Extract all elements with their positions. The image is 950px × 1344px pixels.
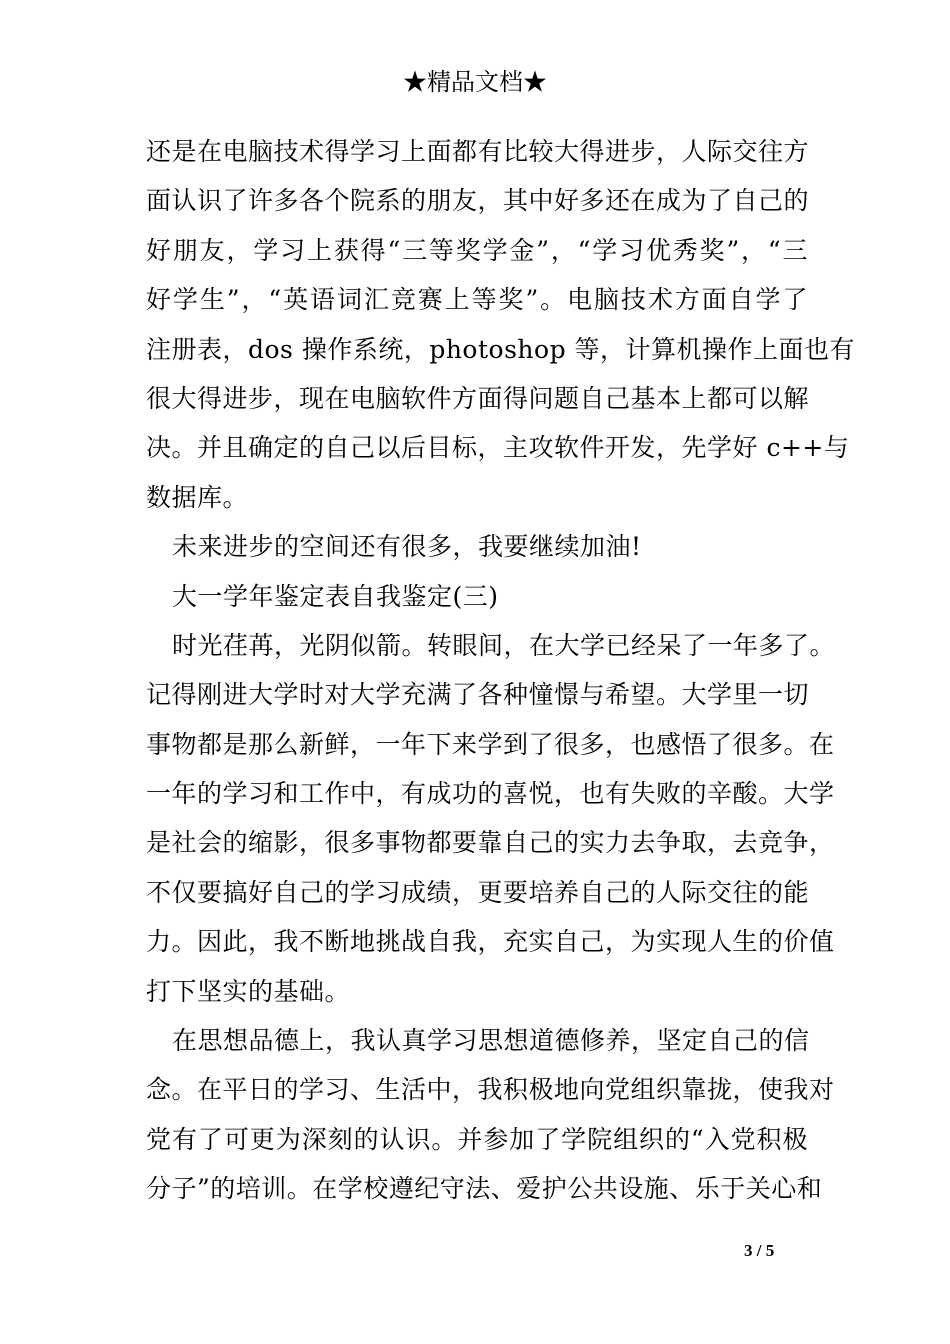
text-line: 记得刚进大学时对大学充满了各种憧憬与希望。大学里一切 [146, 680, 810, 710]
text-line: 面认识了许多各个院系的朋友，其中好多还在成为了自己的 [146, 186, 810, 216]
text-line: 注册表，dos 操作系统，photoshop 等，计算机操作上面也有 [146, 334, 856, 364]
text-line: 党有了可更为深刻的认识。并参加了学院组织的“入党积极 [146, 1124, 808, 1154]
document-body [146, 127, 856, 1214]
text-line: 很大得进步，现在电脑软件方面得问题自己基本上都可以解 [146, 383, 810, 413]
section-heading: 大一学年鉴定表自我鉴定(三) [172, 581, 499, 611]
text-line: 决。并且确定的自己以后目标，主攻软件开发，先学好 c++与 [146, 433, 850, 463]
text-line: 不仅要搞好自己的学习成绩，更要培养自己的人际交往的能 [146, 877, 810, 907]
page-header-title: ★精品文档★ [403, 68, 547, 96]
text-line: 时光荏苒，光阴似箭。转眼间，在大学已经呆了一年多了。 [172, 630, 836, 660]
text-line: 念。在平日的学习、生活中，我积极地向党组织靠拢，使我对 [146, 1075, 835, 1105]
text-line: 还是在电脑技术得学习上面都有比较大得进步，人际交往方 [146, 137, 810, 166]
page-number: 3 / 5 [744, 1241, 775, 1260]
text-line: 数据库。 [146, 482, 249, 512]
text-line: 分子”的培训。在学校遵纪守法、爱护公共设施、乐于关心和 [146, 1174, 823, 1204]
text-line: 事物都是那么新鲜，一年下来学到了很多，也感悟了很多。在 [146, 729, 835, 759]
text-line: 力。因此，我不断地挑战自我，充实自己，为实现人生的价值 [146, 927, 835, 957]
text-line: 一年的学习和工作中，有成功的喜悦，也有失败的辛酸。大学 [146, 779, 835, 809]
text-line: 好朋友，学习上获得“三等奖学金”，“学习优秀奖”，“三 [146, 235, 808, 265]
text-line: 打下坚实的基础。 [146, 976, 351, 1006]
text-line: 好学生”，“英语词汇竞赛上等奖”。电脑技术方面自学了 [146, 285, 808, 315]
text-line: 是社会的缩影，很多事物都要靠自己的实力去争取，去竞争， [146, 828, 835, 858]
text-line: 未来进步的空间还有很多，我要继续加油! [172, 532, 642, 562]
text-line: 在思想品德上，我认真学习思想道德修养，坚定自己的信 [172, 1026, 810, 1056]
